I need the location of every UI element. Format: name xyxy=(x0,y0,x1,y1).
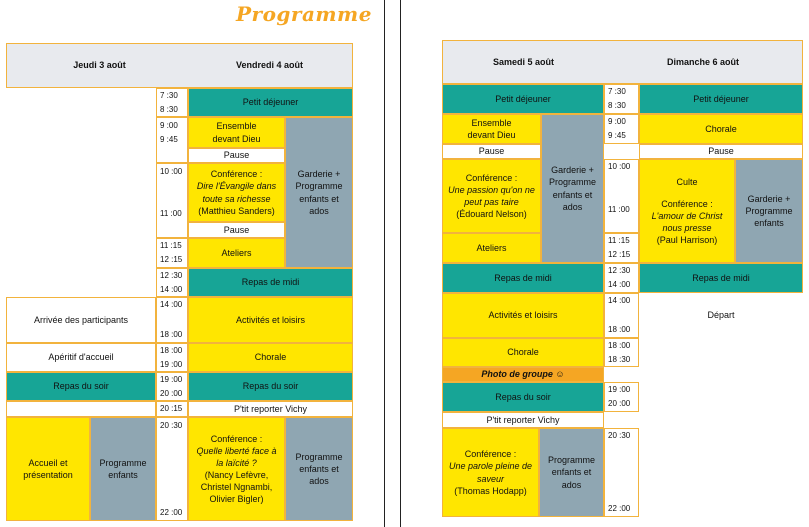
sunday-lunch xyxy=(639,263,803,293)
event-label: Pause xyxy=(478,146,505,157)
time-slot xyxy=(604,263,639,293)
time-start: 7 :30 xyxy=(608,87,626,96)
event-label: Repas de midi xyxy=(494,272,552,283)
page-title: Programme xyxy=(236,2,372,26)
event-label: Pause xyxy=(223,224,250,235)
event-label: Ensemble xyxy=(471,117,512,128)
saturday-garderie xyxy=(541,114,604,263)
event-speaker: (Matthieu Sanders) xyxy=(198,205,275,216)
event-speaker: (Nancy Lefèvre, xyxy=(204,470,269,480)
event-label: Repas du soir xyxy=(53,381,109,392)
time-end: 8 :30 xyxy=(608,101,626,110)
time-start: 9 :00 xyxy=(608,117,626,126)
event-label: Quelle liberté face à xyxy=(196,445,277,456)
sunday-breakfast xyxy=(639,84,803,114)
thursday-arrival xyxy=(6,297,156,343)
event-label: Ateliers xyxy=(476,242,507,253)
event-label: Chorale xyxy=(254,352,287,363)
event-label: Activités et loisirs xyxy=(235,314,306,325)
time-start: 7 :30 xyxy=(160,91,178,100)
event-label: Chorale xyxy=(507,347,539,358)
event-label: ados xyxy=(561,479,582,490)
event-label: Ensemble xyxy=(216,121,257,132)
time-end: 14 :00 xyxy=(608,280,631,289)
time-slot xyxy=(604,428,639,517)
sunday-departure xyxy=(639,300,803,330)
event-label: saveur xyxy=(476,473,504,484)
time-start: 14 :00 xyxy=(160,300,183,309)
time-slot xyxy=(156,238,188,268)
header-sunday xyxy=(604,40,803,84)
event-label: Garderie + xyxy=(551,165,594,176)
event-label: enfants et xyxy=(552,189,593,200)
event-speaker: Christel Ngnambi, xyxy=(200,482,273,493)
time-slot xyxy=(604,114,639,144)
event-label: Photo de groupe ☺ xyxy=(481,369,565,380)
saturday-evening-conference xyxy=(442,428,539,517)
event-label: toute sa richesse xyxy=(202,193,271,204)
thursday-dinner xyxy=(6,372,156,401)
saturday-ateliers xyxy=(442,233,541,263)
event-label: peut pas taire xyxy=(464,197,519,207)
friday-reporter xyxy=(188,401,353,417)
friday-evening-kids xyxy=(285,417,353,521)
event-speaker: (Paul Harrison) xyxy=(656,235,718,246)
event-label: Programme xyxy=(547,455,595,466)
time-end: 22 :00 xyxy=(160,508,183,517)
event-label: enfants et xyxy=(299,193,339,204)
event-label: Repas de midi xyxy=(692,272,750,283)
event-label: Activités et loisirs xyxy=(488,310,558,321)
event-label: Repas du soir xyxy=(495,391,551,402)
friday-pause-2 xyxy=(188,222,285,238)
time-start: 12 :30 xyxy=(608,266,631,275)
time-end: 18 :30 xyxy=(608,355,631,364)
time-start: 12 :30 xyxy=(160,271,183,280)
event-label: Repas du soir xyxy=(242,381,299,392)
saturday-dinner xyxy=(442,382,604,412)
event-label: Accueil et xyxy=(28,457,68,468)
event-label: Culte xyxy=(676,176,698,187)
time-slot xyxy=(604,382,639,412)
time-slot xyxy=(156,401,188,417)
sunday-chorale xyxy=(639,114,803,144)
event-label: Conférence : xyxy=(661,198,713,209)
event-label: Programme xyxy=(745,205,793,216)
time-slot xyxy=(604,159,639,233)
event-speaker: Olivier Bigler) xyxy=(209,494,264,505)
time-end: 12 :15 xyxy=(160,255,183,264)
time-start: 9 :00 xyxy=(160,121,178,130)
header-thursday xyxy=(6,43,192,88)
time-slot xyxy=(156,117,188,163)
time-slot xyxy=(156,297,188,343)
friday-pause-1 xyxy=(188,148,285,163)
time-start: 19 :00 xyxy=(608,385,631,394)
event-label: Conférence : xyxy=(210,169,263,180)
event-label: L'amour de Christ xyxy=(651,210,723,221)
time-start: 20 :15 xyxy=(160,404,183,413)
friday-breakfast xyxy=(188,88,353,117)
time-start: 18 :00 xyxy=(608,341,631,350)
event-label: Repas de midi xyxy=(241,277,300,288)
event-label: enfants et xyxy=(551,467,592,478)
event-label: Petit déjeuner xyxy=(242,97,299,108)
event-speaker: (Thomas Hodapp) xyxy=(454,485,527,496)
event-label: Une passion qu'on ne xyxy=(448,184,535,195)
time-end: 11 :00 xyxy=(160,209,182,218)
page-divider xyxy=(384,0,385,527)
saturday-evening-kids xyxy=(539,428,604,517)
time-end: 9 :45 xyxy=(608,131,626,140)
event-label: Une parole pleine de xyxy=(448,461,533,472)
time-start: 11 :15 xyxy=(608,236,630,245)
thursday-welcome xyxy=(6,417,90,521)
day-label: Samedi 5 août xyxy=(492,56,555,67)
time-slot xyxy=(156,417,188,521)
saturday-reporter xyxy=(442,412,604,428)
friday-chorale xyxy=(188,343,353,372)
event-label: ados xyxy=(309,476,329,487)
event-label: enfants xyxy=(754,218,784,229)
saturday-ensemble xyxy=(442,114,541,144)
event-label: Conférence : xyxy=(465,172,518,183)
friday-evening-conference xyxy=(188,417,285,521)
event-label: Programme xyxy=(295,451,343,462)
saturday-breakfast xyxy=(442,84,604,114)
time-slot xyxy=(156,88,188,117)
thursday-aperitif xyxy=(6,343,156,372)
event-label: devant Dieu xyxy=(212,133,261,144)
saturday-activities xyxy=(442,293,604,338)
day-label: Dimanche 6 août xyxy=(666,56,740,67)
saturday-chorale xyxy=(442,338,604,367)
event-label: Apéritif d'accueil xyxy=(48,352,114,363)
time-slot xyxy=(156,163,188,238)
time-end: 11 :00 xyxy=(608,205,630,214)
friday-activities xyxy=(188,297,353,343)
event-label: ados xyxy=(309,205,329,216)
time-slot xyxy=(604,84,639,114)
friday-ensemble xyxy=(188,117,285,148)
friday-lunch xyxy=(188,268,353,297)
time-end: 9 :45 xyxy=(160,135,178,144)
sunday-pause xyxy=(639,144,803,159)
event-label: Programme xyxy=(548,177,596,188)
time-end: 14 :00 xyxy=(160,285,183,294)
time-end: 18 :00 xyxy=(608,325,631,334)
time-start: 20 :30 xyxy=(608,431,631,440)
time-end: 18 :00 xyxy=(160,330,183,339)
event-label: Pause xyxy=(223,150,250,161)
time-slot xyxy=(604,338,639,367)
time-end: 8 :30 xyxy=(160,105,178,114)
event-label: Pause xyxy=(708,146,734,157)
thursday-empty-slot xyxy=(6,401,156,417)
event-label: Dire l'Évangile dans xyxy=(196,181,277,192)
event-label: Programme xyxy=(295,181,343,192)
event-label: enfants et xyxy=(299,463,339,474)
event-label: Ateliers xyxy=(221,247,252,258)
time-end: 12 :15 xyxy=(608,250,631,259)
time-end: 20 :00 xyxy=(608,399,631,408)
friday-dinner xyxy=(188,372,353,401)
time-slot xyxy=(156,343,188,372)
header-friday xyxy=(186,43,353,88)
time-start: 18 :00 xyxy=(160,346,183,355)
event-label: Conférence : xyxy=(210,433,263,444)
sunday-culte-conference xyxy=(639,159,735,263)
event-label: Chorale xyxy=(705,123,737,134)
event-label: ados xyxy=(562,201,583,212)
thursday-kids-program xyxy=(90,417,156,521)
header-saturday xyxy=(442,40,604,84)
event-label: Garderie + xyxy=(297,169,341,180)
event-speaker: (Édouard Nelson) xyxy=(456,209,527,220)
event-label: enfants xyxy=(108,470,138,480)
event-label: Garderie + xyxy=(747,193,791,204)
time-slot xyxy=(604,293,639,338)
saturday-group-photo xyxy=(442,367,604,382)
event-label: P'tit reporter Vichy xyxy=(486,414,560,425)
friday-garderie xyxy=(285,117,353,268)
event-label: Départ xyxy=(707,309,735,320)
time-end: 19 :00 xyxy=(160,360,183,369)
time-slot xyxy=(604,233,639,263)
time-start: 11 :15 xyxy=(160,241,182,250)
event-label: Petit déjeuner xyxy=(495,93,551,104)
time-end: 20 :00 xyxy=(160,389,183,398)
friday-ateliers xyxy=(188,238,285,268)
page-divider xyxy=(400,0,401,527)
event-label: présentation xyxy=(23,470,73,480)
time-start: 19 :00 xyxy=(160,375,183,384)
time-start: 10 :00 xyxy=(608,162,631,171)
day-label: Vendredi 4 août xyxy=(236,60,304,71)
time-slot xyxy=(156,372,188,401)
time-end: 22 :00 xyxy=(608,504,631,513)
event-label: Petit déjeuner xyxy=(693,93,749,104)
event-label: Conférence : xyxy=(464,449,517,460)
event-label: la laïcité ? xyxy=(216,457,257,468)
event-label: nous presse xyxy=(662,223,712,234)
time-start: 10 :00 xyxy=(160,167,183,176)
time-start: 14 :00 xyxy=(608,296,631,305)
sunday-garderie xyxy=(735,159,803,263)
event-label: Programme xyxy=(99,457,147,468)
time-start: 20 :30 xyxy=(160,421,183,430)
event-label: P'tit reporter Vichy xyxy=(233,403,308,414)
saturday-conference xyxy=(442,159,541,233)
event-label: Arrivée des participants xyxy=(33,314,129,325)
event-label: devant Dieu xyxy=(467,130,516,140)
day-label: Jeudi 3 août xyxy=(73,60,126,71)
time-slot xyxy=(156,268,188,297)
saturday-lunch xyxy=(442,263,604,293)
saturday-pause xyxy=(442,144,541,159)
friday-conference xyxy=(188,163,285,222)
